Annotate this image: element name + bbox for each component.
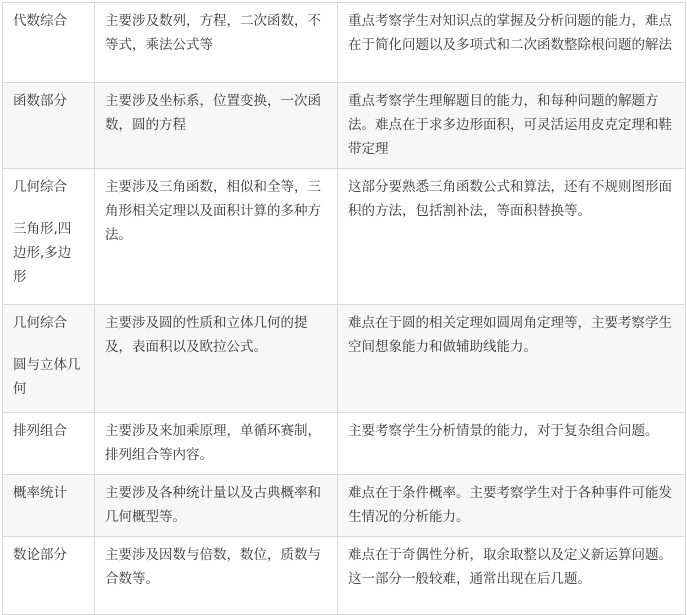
focus-cell: 重点考察学生理解题目的能力，和每种问题的解题方法。难点在于求多边形面积，可灵活运用皮克定理和鞋带定理 bbox=[338, 83, 686, 169]
category-label: 概率统计 bbox=[13, 485, 67, 501]
focus-cell: 难点在于奇偶性分析，取余取整以及定义新运算问题。这一部分一般较难，通常出现在后几题。 bbox=[338, 537, 686, 615]
table-row bbox=[3, 3, 686, 83]
category-label: 代数综合 bbox=[13, 13, 67, 29]
category-subtitle: 三角形,四边形,多边形 bbox=[13, 221, 72, 285]
content-cell: 主要涉及数列，方程，二次函数，不等式，乘法公式等 bbox=[95, 3, 338, 83]
focus-cell: 这部分要熟悉三角函数公式和算法，还有不规则图形面积的方法，包括割补法，等面积替换等。 bbox=[338, 169, 686, 305]
content-cell: 主要涉及各种统计量以及古典概率和几何概型等。 bbox=[95, 475, 338, 537]
focus-cell: 主要考察学生分析情景的能力，对于复杂组合问题。 bbox=[338, 413, 686, 475]
category-cell bbox=[3, 475, 95, 537]
topics-table-body bbox=[3, 3, 686, 615]
content-cell: 主要涉及三角函数，相似和全等，三角形相关定理以及面积计算的多种方法。 bbox=[95, 169, 338, 305]
content-cell: 主要涉及坐标系，位置变换，一次函数，圆的方程 bbox=[95, 83, 338, 169]
table-row bbox=[3, 83, 686, 169]
category-cell bbox=[3, 169, 95, 305]
table-row bbox=[3, 475, 686, 537]
category-label: 数论部分 bbox=[13, 547, 67, 563]
category-label: 函数部分 bbox=[13, 93, 67, 109]
category-label: 排列组合 bbox=[13, 423, 67, 439]
focus-cell: 难点在于条件概率。主要考察学生对于各种事件可能发生情况的分析能力。 bbox=[338, 475, 686, 537]
focus-cell: 重点考察学生对知识点的掌握及分析问题的能力，难点在于简化问题以及多项式和二次函数整除根问题的解法 bbox=[338, 3, 686, 83]
content-cell: 主要涉及因数与倍数，数位，质数与合数等。 bbox=[95, 537, 338, 615]
table-row bbox=[3, 537, 686, 615]
table-row bbox=[3, 169, 686, 305]
table-row bbox=[3, 305, 686, 413]
category-label: 几何综合 bbox=[13, 179, 67, 195]
content-cell: 主要涉及来加乘原理，单循环赛制，排列组合等内容。 bbox=[95, 413, 338, 475]
focus-cell: 难点在于圆的相关定理如圆周角定理等，主要考察学生空间想象能力和做辅助线能力。 bbox=[338, 305, 686, 413]
category-cell bbox=[3, 305, 95, 413]
table-row bbox=[3, 413, 686, 475]
topics-table bbox=[2, 2, 686, 615]
content-cell: 主要涉及圆的性质和立体几何的提及，表面积以及欧拉公式。 bbox=[95, 305, 338, 413]
category-subtitle: 圆与立体几何 bbox=[13, 357, 81, 397]
category-cell bbox=[3, 537, 95, 615]
category-cell bbox=[3, 3, 95, 83]
category-cell bbox=[3, 413, 95, 475]
category-cell bbox=[3, 83, 95, 169]
category-label: 几何综合 bbox=[13, 315, 67, 331]
